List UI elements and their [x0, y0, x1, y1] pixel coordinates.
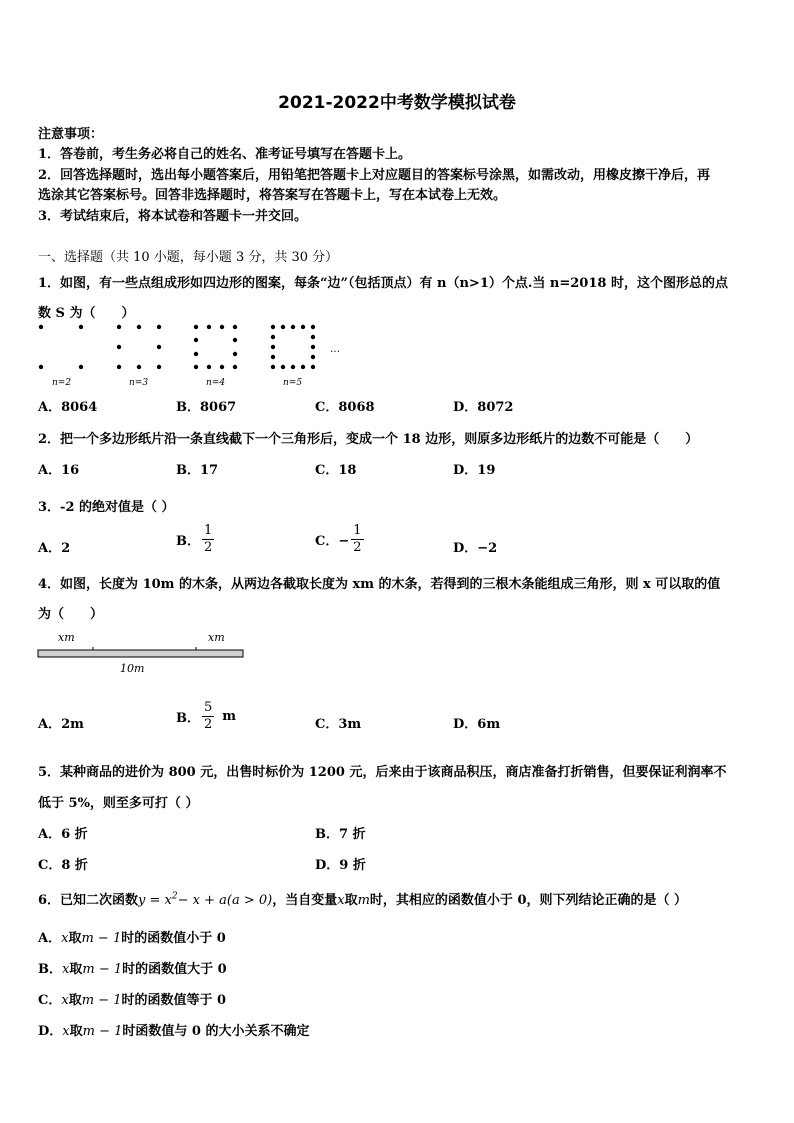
q2-option-b: B．17	[176, 463, 219, 478]
option-expr: m − 1	[81, 931, 122, 946]
q2-option-a: A．16	[38, 463, 80, 478]
fraction-numerator: 5	[204, 700, 213, 715]
q4-stick-figure	[30, 628, 260, 678]
option-tail: 时的函数值小于 0	[121, 931, 226, 946]
q1-option-a: A．8064	[38, 400, 98, 415]
notice-item-2: 2．回答选择题时，选出每小题答案后，用铅笔把答题卡上对应题目的答案标号涂黑，如需改动，用橡皮擦干净后，再	[38, 168, 711, 183]
dot-square-n4	[194, 325, 237, 369]
q6-function-y: y = x	[138, 893, 172, 908]
fraction-denominator: 2	[204, 717, 213, 732]
q3-option-b-label: B．	[176, 534, 200, 549]
q6-stem	[38, 889, 687, 908]
q4-option-c: C．3m	[315, 717, 362, 732]
option-expr: m − 1	[81, 993, 122, 1008]
option-tail: 时的函数值大于 0	[122, 962, 227, 977]
q3-option-d: D．−2	[453, 541, 498, 556]
q6-stem-prefix: 6．已知二次函数	[38, 893, 139, 908]
stick-length-label: 10m	[120, 662, 145, 675]
option-var-x: x	[62, 962, 70, 977]
q6-function-rest: − x + a(a > 0)	[177, 893, 273, 908]
q3-option-a: A．2	[38, 541, 71, 556]
option-var-x: x	[61, 931, 69, 946]
q5-option-a: A．6 折	[38, 827, 88, 842]
q6-option-b	[38, 958, 227, 977]
section-heading: 一、选择题（共 10 小题，每小题 3 分，共 30 分）	[38, 250, 339, 265]
q1-option-b: B．8067	[176, 400, 237, 415]
fraction-denominator: 2	[204, 540, 213, 555]
q5-option-b: B．7 折	[315, 827, 366, 842]
q2-option-c: C．18	[315, 463, 357, 478]
option-tail: 时的函数值等于 0	[121, 993, 227, 1008]
q5-option-c: C．8 折	[38, 858, 88, 873]
stick-label-left: xm	[58, 631, 75, 644]
q5-stem-line1: 5．某种商品的进价为 800 元，出售时标价为 1200 元，后来由于该商品积压，商店准备打折销售，但要保证利润率不	[38, 765, 727, 780]
q4-option-b	[176, 700, 236, 733]
q4-option-b-unit: m	[222, 709, 237, 724]
q5-stem-line2: 低于 5%，则至多可打（ ）	[38, 796, 199, 811]
q6-option-a	[38, 927, 226, 946]
q4-stem-line2: 为（ ）	[38, 607, 104, 622]
q6-function-exponent: 2	[171, 891, 178, 902]
wooden-stick	[38, 650, 243, 657]
q1-stem-line2: 数 S 为（ ）	[38, 306, 135, 321]
q3-option-c-fraction	[351, 523, 363, 556]
q6-stem-mid: ，当自变量	[272, 893, 338, 908]
dot-square-n3	[117, 325, 161, 369]
q3-option-c-label: C．−	[315, 534, 350, 549]
q3-stem: 3．-2 的绝对值是（ ）	[38, 500, 175, 515]
q6-var-x: x	[337, 893, 345, 908]
q6-stem-suffix: 时，其相应的函数值小于 0，则下列结论正确的是（ ）	[369, 893, 688, 908]
q5-option-d: D．9 折	[315, 858, 366, 873]
q1-dot-figure	[30, 318, 360, 390]
figure-label-n3: n=3	[129, 378, 149, 388]
q3-option-b	[176, 523, 216, 556]
q1-stem-line1: 1．如图，有一些点组成形如四边形的图案，每条“边”（包括顶点）有 n（n>1）个点.当 n=2018 时，这个图形总的点	[38, 276, 728, 291]
q1-option-d: D．8072	[453, 400, 514, 415]
q2-option-d: D．19	[453, 463, 496, 478]
notice-item-3: 3．考试结束后，将本试卷和答题卡一并交回。	[38, 209, 308, 224]
dot-square-n5	[271, 325, 315, 369]
q2-stem: 2．把一个多边形纸片沿一条直线截下一个三角形后，变成一个 18 边形，则原多边形纸片的边数不可能是（ ）	[38, 432, 699, 447]
option-label: D．	[38, 1024, 63, 1039]
figure-ellipsis: …	[330, 344, 340, 355]
notice-item-1: 1．答卷前，考生务必将自己的姓名、准考证号填写在答题卡上。	[38, 147, 412, 162]
option-take: 取	[68, 993, 82, 1008]
q6-var-m: m	[357, 893, 370, 908]
option-expr: m − 1	[82, 1024, 123, 1039]
fraction-numerator: 1	[204, 523, 213, 538]
q4-option-b-fraction	[202, 700, 214, 733]
stick-label-right: xm	[208, 631, 225, 644]
option-label: A．	[38, 931, 62, 946]
option-var-x: x	[62, 1024, 70, 1039]
figure-label-n5: n=5	[283, 378, 303, 388]
q4-option-b-label: B．	[176, 711, 200, 726]
figure-label-n4: n=4	[206, 378, 226, 388]
q6-option-d	[38, 1020, 310, 1039]
q4-option-d: D．6m	[453, 717, 501, 732]
fraction-numerator: 1	[353, 523, 362, 538]
q6-take: 取	[344, 893, 358, 908]
option-take: 取	[68, 931, 82, 946]
q3-option-c	[315, 523, 366, 556]
q4-stem-line1: 4．如图，长度为 10m 的木条，从两边各截取长度为 xm 的木条，若得到的三根木条能组成三角形，则 x 可以取的值	[38, 577, 721, 592]
q4-option-a: A．2m	[38, 717, 84, 732]
dot-square-n2	[39, 325, 83, 369]
q3-option-b-fraction	[202, 523, 214, 556]
option-take: 取	[69, 962, 83, 977]
figure-label-n2: n=2	[52, 378, 72, 388]
q6-option-c	[38, 989, 226, 1008]
option-take: 取	[69, 1024, 83, 1039]
notice-heading: 注意事项：	[38, 127, 104, 142]
fraction-denominator: 2	[353, 540, 362, 555]
option-var-x: x	[61, 993, 69, 1008]
option-label: B．	[38, 962, 62, 977]
q1-option-c: C．8068	[315, 400, 375, 415]
option-tail: 时函数值与 0 的大小关系不确定	[122, 1024, 310, 1039]
page-title: 2021-2022中考数学模拟试卷	[278, 93, 516, 113]
option-label: C．	[38, 993, 62, 1008]
option-expr: m − 1	[82, 962, 123, 977]
notice-item-2-cont: 选涂其它答案标号。回答非选择题时，将答案写在答题卡上，写在本试卷上无效。	[38, 188, 507, 203]
